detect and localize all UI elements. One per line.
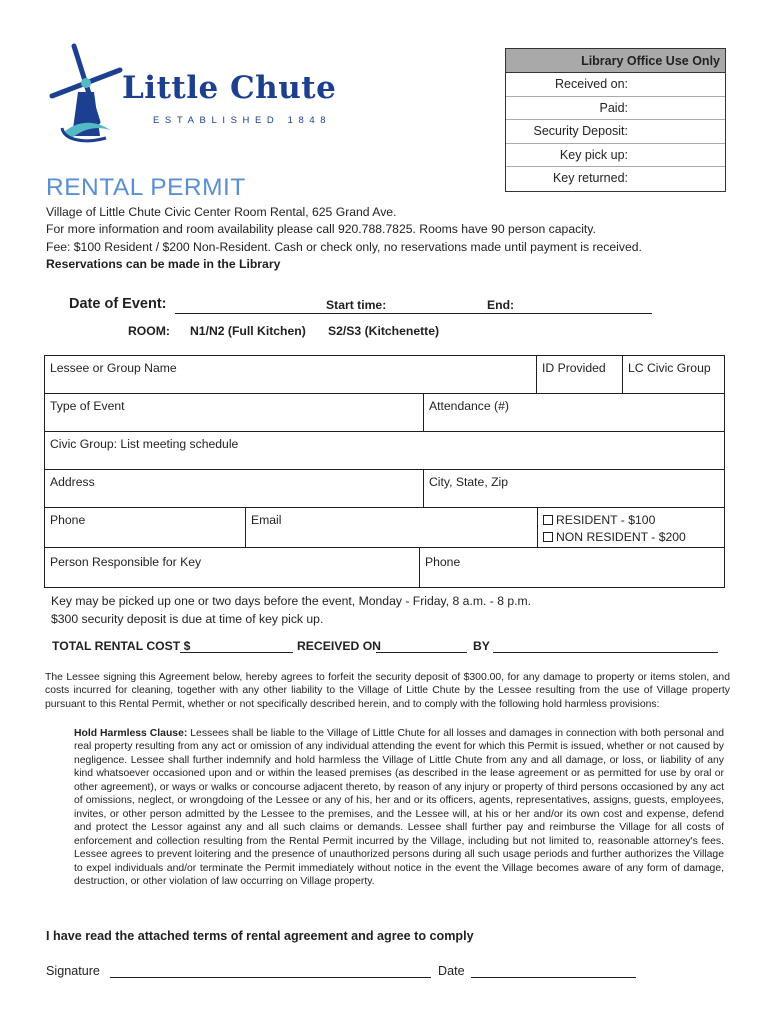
date-label: Date: [438, 964, 465, 978]
key-info: [51, 593, 531, 628]
room-option-s2-s3[interactable]: S2/S3 (Kitchenette): [328, 324, 440, 338]
logo-established: ESTABLISHED 1848: [153, 115, 332, 126]
address-field[interactable]: [44, 469, 424, 508]
intro-text: [46, 204, 642, 273]
signature-line[interactable]: [110, 977, 431, 978]
email-label: Email: [251, 513, 282, 527]
room-option-n1-n2[interactable]: N1/N2 (Full Kitchen): [190, 324, 306, 338]
phone-label: Phone: [50, 513, 86, 527]
total-cost-line[interactable]: [180, 652, 293, 653]
phone2-label: Phone: [425, 555, 461, 569]
hold-harmless-text: Lessees shall be liable to the Village of Little Chute for all losses and damages in connection with both personal and real property resulting from any act or omission of any individual attending the event for which this Permit is issued, whether or not caused by negligence. Lessee shall further indemnify and hold harmless the Village of Little Chute from any and all damage, or loss, or liability of any kind whatsoever occasioned upon and or within the leased premises (as described in the lease agreement or as permitted for use by oral or other agreement), or ways or walks or concourse adjacent thereto, by reason of any injury or property of third persons occasioned by any act of omissions, neglect, or wrongdoing of the Lessee or any of his, her and or its officers, agents, representatives, assigns, guests, employees, invites, or other person admitted by the Lessee to the premises, and the Lessee will, at his or her and/or its own cost and expense, defend and protect the Lessor against any and all such claims or demands. Lessee shall further pay and reimburse the Village for all costs of enforcement and collection resulting from the Rental Permit incurred by the Village, including but not limited to, reasonable attorney's fees. Lessee agrees to prevent loitering and the presence of unauthorized persons during all such usage periods and further authorizes the Village to expel individuals and/or terminate the Permit immediately without notice in the event the Village becomes aware of any form of damage, destruction, or other violation of law occurring on Village property.: [74, 728, 725, 887]
intro-line-4: Reservations can be made in the Library: [46, 256, 281, 271]
start-time-label: Start time:: [326, 298, 387, 312]
date-line[interactable]: [471, 977, 636, 978]
agreement-statement: I have read the attached terms of rental agreement and agree to comply: [46, 929, 474, 943]
by-label: BY: [473, 639, 490, 653]
office-received-on[interactable]: Received on:: [506, 73, 725, 97]
received-on-label: RECEIVED ON: [297, 639, 381, 653]
total-cost-label: TOTAL RENTAL COST $: [52, 639, 191, 653]
resident-checkbox[interactable]: [543, 515, 553, 525]
received-on-line[interactable]: [376, 652, 467, 653]
lessee-name-label: Lessee or Group Name: [50, 361, 177, 375]
event-line[interactable]: [175, 313, 652, 314]
phone-field[interactable]: [44, 507, 246, 548]
address-label: Address: [50, 475, 95, 489]
email-field[interactable]: [245, 507, 538, 548]
attendance-field[interactable]: [423, 393, 725, 432]
city-state-zip-label: City, State, Zip: [429, 475, 509, 489]
date-of-event-label: Date of Event:: [69, 296, 167, 312]
signature-label: Signature: [46, 964, 100, 978]
non-resident-checkbox[interactable]: [543, 532, 553, 542]
lessee-name-field[interactable]: [44, 355, 537, 394]
windmill-icon: [48, 40, 124, 144]
lc-civic-group-label: LC Civic Group: [628, 361, 711, 375]
office-paid[interactable]: Paid:: [506, 97, 725, 121]
end-time-label: End:: [487, 298, 515, 312]
phone2-field[interactable]: [419, 547, 725, 588]
person-key-field[interactable]: [44, 547, 420, 588]
non-resident-option[interactable]: [543, 529, 724, 546]
by-line[interactable]: [493, 652, 718, 653]
intro-line-3: Fee: $100 Resident / $200 Non-Resident. Cash or check only, no reservations made until payment is received.: [46, 239, 642, 254]
event-type-field[interactable]: [44, 393, 424, 432]
event-type-label: Type of Event: [50, 399, 125, 413]
civic-schedule-field[interactable]: [44, 431, 725, 470]
residency-field: [537, 507, 725, 548]
hold-harmless-label: Hold Harmless Clause:: [74, 728, 188, 739]
city-state-zip-field[interactable]: [423, 469, 725, 508]
hold-harmless-clause: [74, 727, 724, 888]
page-title: RENTAL PERMIT: [46, 174, 246, 201]
terms-paragraph: The Lessee signing this Agreement below, hereby agrees to forfeit the security deposit of $300.00, for any damage to property or items stolen, and costs incurred for cleaning, together with any other liability to the Village of Little Chute by the Lessee resulting from the use of Village property pursuant to this Rental Permit, whether or not specifically described herein, and to comply with the following hold harmless provisions:: [45, 672, 730, 710]
office-security-deposit[interactable]: Security Deposit:: [506, 120, 725, 144]
logo: [48, 40, 124, 144]
intro-line-2: For more information and room availability please call 920.788.7825. Rooms have 90 person capacity.: [46, 222, 596, 237]
attendance-label: Attendance (#): [429, 399, 509, 413]
intro-line-1: Village of Little Chute Civic Center Room Rental, 625 Grand Ave.: [46, 205, 397, 219]
key-info-line-1: Key may be picked up one or two days before the event, Monday - Friday, 8 a.m. - 8 p.m.: [51, 594, 532, 608]
office-key-pick-up[interactable]: Key pick up:: [506, 144, 725, 168]
resident-option[interactable]: [543, 512, 724, 529]
logo-wordmark: Little Chute: [122, 70, 337, 106]
id-provided-field[interactable]: [536, 355, 623, 394]
room-label: ROOM:: [128, 324, 170, 338]
office-use-box: [505, 48, 726, 192]
lc-civic-group-field[interactable]: [622, 355, 725, 394]
resident-label: RESIDENT - $100: [556, 513, 656, 527]
person-key-label: Person Responsible for Key: [50, 555, 202, 569]
office-use-title: Library Office Use Only: [506, 49, 725, 73]
id-provided-label: ID Provided: [542, 361, 606, 375]
office-key-returned[interactable]: Key returned:: [552, 171, 628, 186]
non-resident-label: NON RESIDENT - $200: [556, 529, 686, 544]
key-info-line-2: $300 security deposit is due at time of key pick up.: [51, 611, 324, 626]
civic-schedule-label: Civic Group: List meeting schedule: [50, 437, 239, 451]
